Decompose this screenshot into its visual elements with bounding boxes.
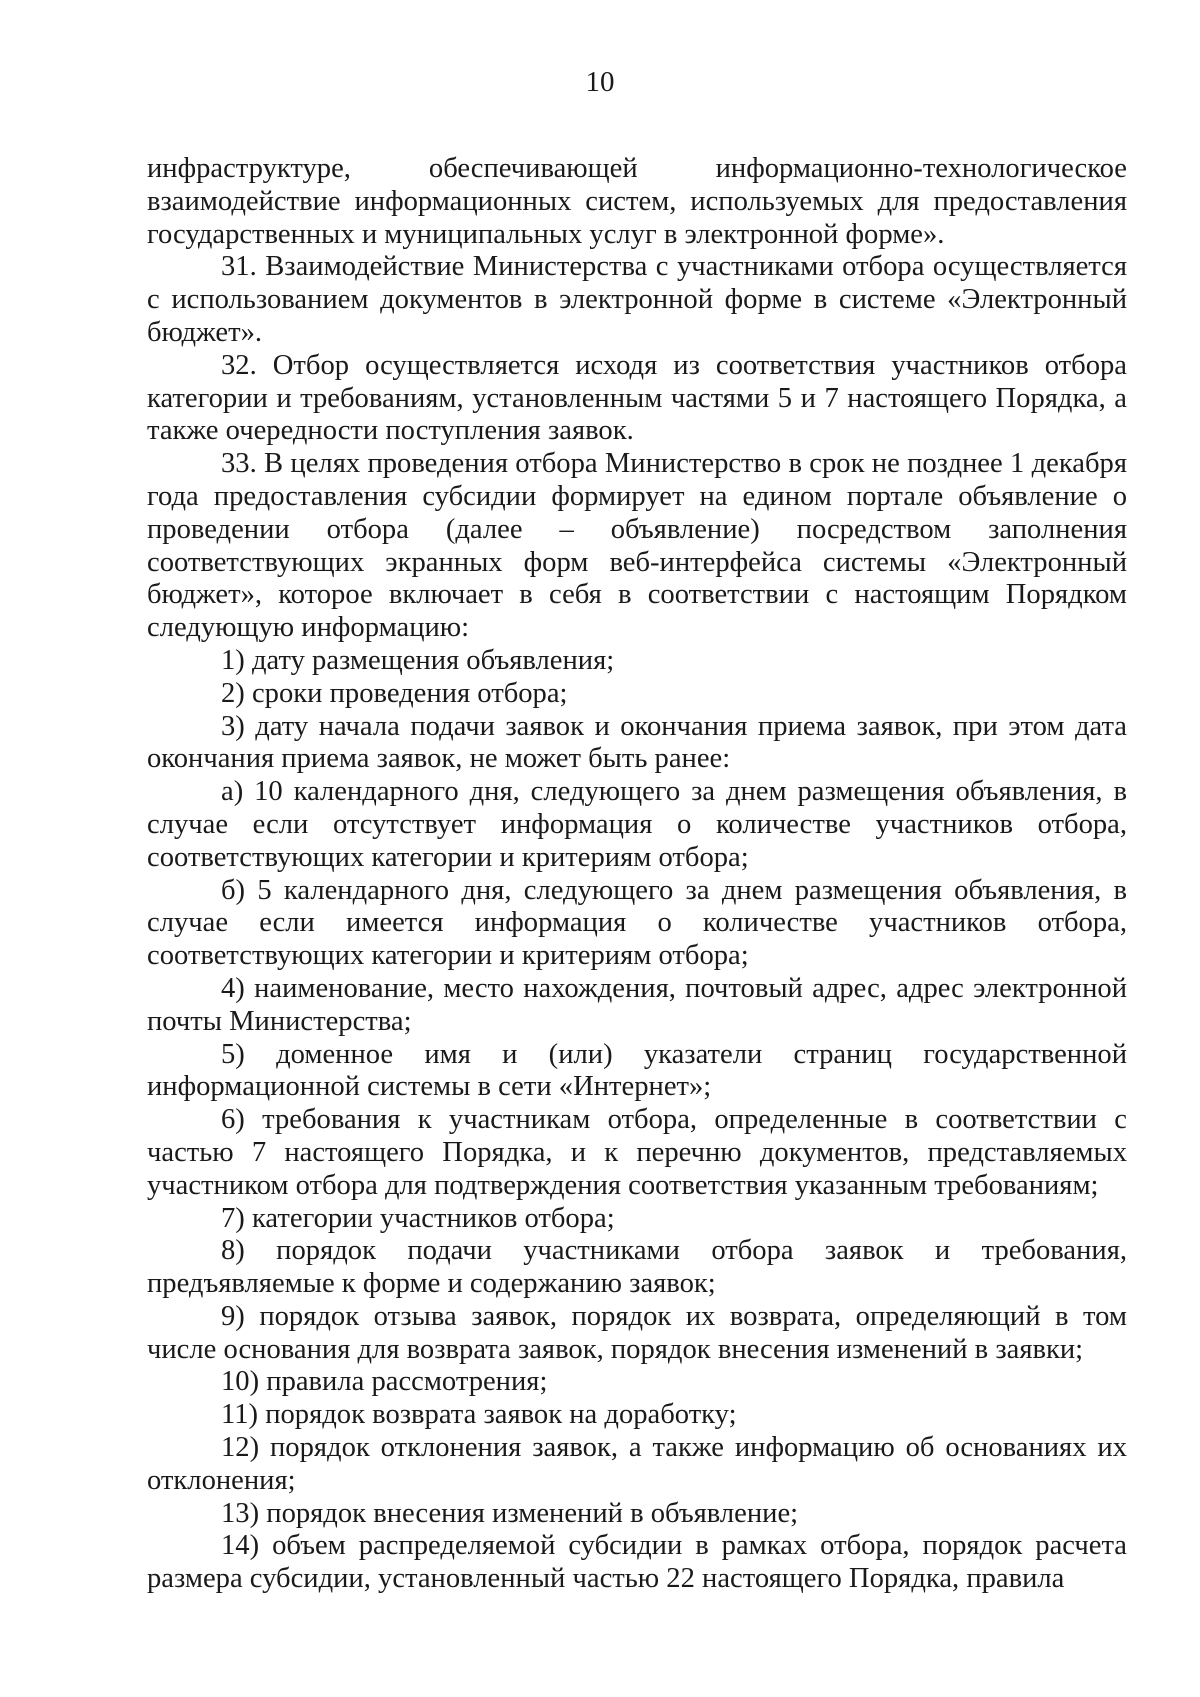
list-item-4: 4) наименование, место нахождения, почтовый адрес, адрес электронной почты Министерства; <box>147 972 1127 1037</box>
list-item-1: 1) дату размещения объявления; <box>221 644 615 676</box>
paragraph-33: 33. В целях проведения отбора Министерство в срок не позднее 1 декабря года предоставления субсидии формирует на едином портале объявление о проведении отбора (далее – объявление) посредством заполнения соответствующих экранных форм веб-интерфейса системы «Электронный бюджет», которое включает в себя в соответствии с настоящим Порядком следующую информацию: <box>147 448 1127 644</box>
paragraph-continuation: инфраструктуре, обеспечивающей информационно-технологическое взаимодействие информационных систем, используемых для предоставления государственных и муниципальных услуг в электронной форме». <box>147 153 1127 250</box>
list-item-12: 12) порядок отклонения заявок, а также информацию об основаниях их отклонения; <box>147 1432 1127 1496</box>
page-number: 10 <box>585 66 615 98</box>
list-item-3: 3) дату начала подачи заявок и окончания приема заявок, при этом дата окончания приема заявок, не может быть ранее: <box>147 710 1127 775</box>
list-item-11: 11) порядок возврата заявок на доработку; <box>221 1399 737 1431</box>
list-item-10: 10) правила рассмотрения; <box>221 1366 548 1398</box>
paragraph-32: 32. Отбор осуществляется исходя из соответствия участников отбора категории и требованиям, установленным частями 5 и 7 настоящего Порядка, а также очередности поступления заявок. <box>147 349 1127 447</box>
list-item-13: 13) порядок внесения изменений в объявление; <box>221 1497 799 1529</box>
list-item-8: 8) порядок подачи участниками отбора заявок и требования, предъявляемые к форме и содержанию заявок; <box>147 1235 1127 1300</box>
list-item-5: 5) доменное имя и (или) указатели страниц государственной информационной системы в сети «Интернет»; <box>147 1038 1127 1103</box>
list-item-14: 14) объем распределяемой субсидии в рамках отбора, порядок расчета размера субсидии, установленный частью 22 настоящего Порядка, правила <box>147 1530 1127 1595</box>
list-subitem-b: б) 5 календарного дня, следующего за днем размещения объявления, в случае если имеется информация о количестве участников отбора, соответствующих категории и критериям отбора; <box>147 874 1127 972</box>
paragraph-31: 31. Взаимодействие Министерства с участниками отбора осуществляется с использованием документов в электронной форме в системе «Электронный бюджет». <box>147 251 1127 348</box>
document-body <box>147 153 1127 1596</box>
list-item-6: 6) требования к участникам отбора, определенные в соответствии с частью 7 настоящего Порядка, и к перечню документов, представляемых участником отбора для подтверждения соответствия указанным требованиям; <box>147 1104 1127 1201</box>
list-item-7: 7) категории участников отбора; <box>221 1202 615 1234</box>
list-subitem-a: а) 10 календарного дня, следующего за днем размещения объявления, в случае если отсутствует информация о количестве участников отбора, соответствующих категории и критериям отбора; <box>147 776 1127 873</box>
list-item-2: 2) сроки проведения отбора; <box>221 677 568 709</box>
list-item-9: 9) порядок отзыва заявок, порядок их возврата, определяющий в том числе основания для возврата заявок, порядок внесения изменений в заявки; <box>147 1300 1127 1365</box>
